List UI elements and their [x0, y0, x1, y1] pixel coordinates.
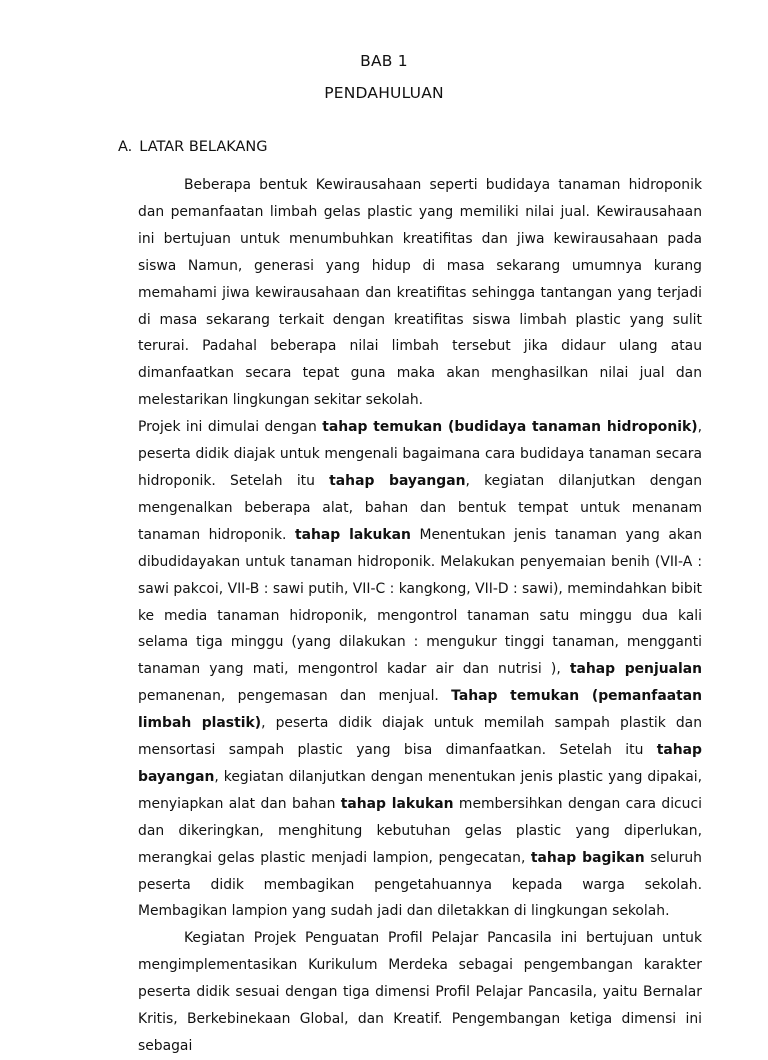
- text-run: , kegiatan dilanjutkan dengan mengenalkan beberapa alat, bahan dan bentuk tempat untuk menanam tanaman hidroponik.: [138, 472, 703, 543]
- text-run: , kegiatan dilanjutkan dengan menentukan jenis plastic yang dipakai, menyiapkan alat dan bahan: [138, 768, 702, 812]
- chapter-title: PENDAHULUAN: [324, 84, 444, 102]
- bold-phrase: Tahap temukan (pemanfaatan limbah plastik): [138, 688, 702, 732]
- bold-phrase: tahap temukan (budidaya tanaman hidroponik): [322, 419, 698, 436]
- text-run: Projek ini dimulai dengan: [138, 419, 323, 436]
- section-marker: A.: [118, 139, 133, 155]
- bold-phrase: tahap bayangan: [329, 472, 466, 489]
- bold-phrase: tahap penjualan: [569, 661, 702, 678]
- text-run: membersihkan dengan cara dicuci dan dikeringkan, menghitung kebutuhan gelas plastic yang diperlukan, merangkai gelas plastic menjadi lampion, pengecatan,: [138, 795, 702, 866]
- section-title: LATAR BELAKANG: [139, 139, 268, 155]
- bold-phrase: tahap bagikan: [530, 849, 645, 866]
- bold-phrase: tahap lakukan: [340, 795, 454, 812]
- paragraph-3: Kegiatan Projek Penguatan Profil Pelajar Pancasila ini bertujuan untuk mengimplementasikan Kurikulum Merdeka sebagai pengembangan karakter peserta didik sesuai dengan tiga dimensi Profil Pelajar Pancasila, yaitu Bernalar Kritis, Berkebinekaan Global, dan Kreatif. Pengembangan ketiga dimensi ini sebagai: [138, 930, 702, 1054]
- paragraph-1: Beberapa bentuk Kewirausahaan seperti budidaya tanaman hidroponik dan pemanfaatan limbah gelas plastic yang memiliki nilai jual. Kewirausahaan ini bertujuan untuk menumbuhkan kreatifitas dan jiwa kewirausahaan pada siswa Namun, generasi yang hidup di masa sekarang umumnya kurang memahami jiwa kewirausahaan dan kreatifitas sehingga tantangan yang terjadi di masa sekarang terkait dengan kreatifitas siswa limbah plastic yang sulit terurai. Padahal beberapa nilai limbah tersebut jika didaur ulang atau dimanfaatkan secara tepat guna maka akan menghasilkan nilai jual dan melestarikan lingkungan sekitar sekolah.: [138, 177, 702, 409]
- chapter-number: BAB 1: [360, 52, 408, 70]
- document-body: [138, 172, 702, 1060]
- section-heading: [118, 139, 268, 155]
- text-run: seluruh peserta didik membagikan pengetahuannya kepada warga sekolah. Membagikan lampion yang sudah jadi dan diletakkan di lingkungan sekolah.: [138, 849, 702, 920]
- text-run: , peserta didik diajak untuk memilah sampah plastik dan mensortasi sampah plastic yang bisa dimanfaatkan. Setelah itu: [138, 715, 702, 759]
- text-run: pemanenan, pengemasan dan menjual.: [138, 688, 452, 705]
- bold-phrase: tahap bayangan: [138, 742, 702, 785]
- paragraph-2: [138, 414, 702, 925]
- text-run: Menentukan jenis tanaman yang akan dibudidayakan untuk tanaman hidroponik. Melakukan penyemaian benih (VII-A : sawi pakcoi, VII-B : sawi putih, VII-C : kangkong, VII-D : sawi), memindahkan bibit ke media tanaman hidroponik, mengontrol tanaman satu minggu dua kali selama tiga minggu (yang dilakukan : mengukur tinggi tanaman, mengganti tanaman yang mati, mengontrol kadar air dan nutrisi ),: [138, 526, 703, 678]
- text-run: , peserta didik diajak untuk mengenali bagaimana cara budidaya tanaman secara hidroponik. Setelah itu: [138, 419, 702, 489]
- bold-phrase: tahap lakukan: [295, 526, 411, 543]
